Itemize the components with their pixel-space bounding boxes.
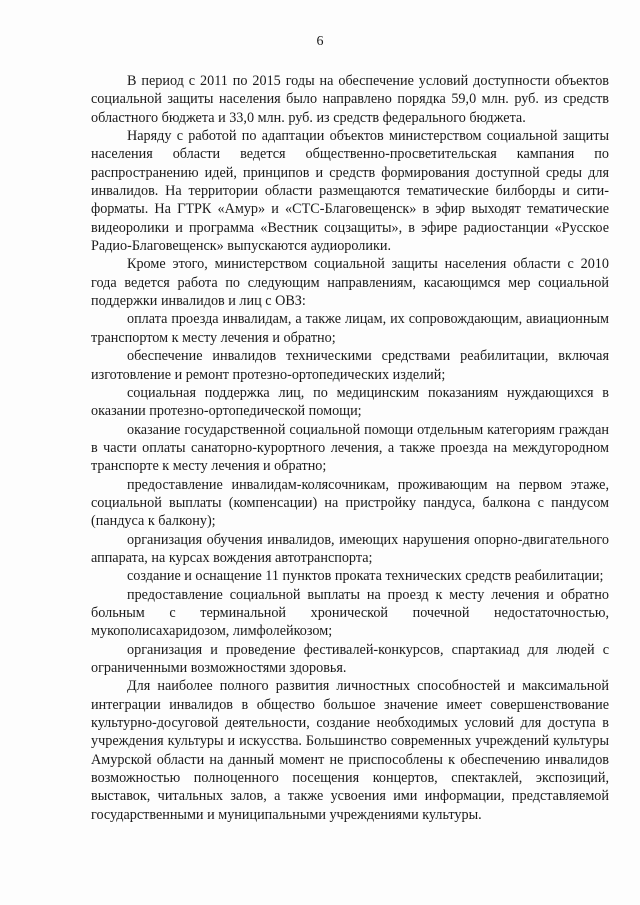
list-item-air-travel: оплата проезда инвалидам, а также лицам, их сопровождающим, авиационным транспортом к месту лечения и обратно; bbox=[91, 311, 609, 346]
paragraph-funding: В период с 2011 по 2015 годы на обеспечение условий доступности объектов социальной защиты населения было направлено порядка 59,0 млн. руб. из средств областного бюджета и 33,0 млн. руб. из средств федерального бюджета. bbox=[91, 73, 609, 126]
document-body bbox=[91, 72, 609, 824]
list-item-sanatorium: оказание государственной социальной помощи отдельным категориям граждан в части оплаты санаторно-курортного лечения, а также проезда на междугородном транспорте к месту лечения и обратно; bbox=[91, 421, 609, 475]
page-number: 6 bbox=[316, 34, 324, 49]
list-item-driving-courses: организация обучения инвалидов, имеющих нарушения опорно-двигательного аппарата, на курсах вождения автотранспорта; bbox=[91, 531, 609, 566]
paragraph-awareness-campaign: Наряду с работой по адаптации объектов министерством социальной защиты населения области ведется общественно-просветительская кампания по распространению идей, принципов и средств формирования доступной среды для инвалидов. На территории области размещаются тематические билборды и сити-форматы. На ГТРК «Амур» и «СТС-Благовещенск» в эфир выходят тематические видеоролики и программа «Вестник соцзащиты», в эфире радиостанции «Русское Радио-Благовещенск» выпускаются аудиоролики. bbox=[91, 128, 609, 255]
list-item-rehab-equipment: обеспечение инвалидов техническими средствами реабилитации, включая изготовление и ремонт протезно-ортопедических изделий; bbox=[91, 348, 609, 383]
list-item-festivals: организация и проведение фестивалей-конкурсов, спартакиад для людей с ограниченными возможностями здоровья. bbox=[91, 641, 609, 676]
paragraph-directions-intro: Кроме этого, министерством социальной защиты населения области с 2010 года ведется работа по следующим направлениям, касающимся мер социальной поддержки инвалидов и лиц с ОВЗ: bbox=[91, 256, 609, 310]
list-item-treatment-travel: предоставление социальной выплаты на проезд к месту лечения и обратно больным с терминальной хронической почечной недостаточностью, мукополисахаридозом, лимфолейкозом; bbox=[91, 586, 609, 640]
list-item-rental-points: создание и оснащение 11 пунктов проката технических средств реабилитации; bbox=[127, 568, 604, 585]
paragraph-culture-access: Для наиболее полного развития личностных способностей и максимальной интеграции инвалидов в общество большое значение имеет совершенствование культурно-досуговой деятельности, создание необходимых условий для доступа в учреждения культуры и искусства. Большинство современных учреждений культуры Амурской области на данный момент не приспособлены к обеспечению инвалидов возможностью полноценного посещения концертов, спектаклей, экспозиций, выставок, читальных залов, а также усвоения ими информации, представляемой государственными и муниципальными учреждениями культуры. bbox=[91, 678, 609, 823]
list-item-prosthetic-support: социальная поддержка лиц, по медицинским показаниям нуждающихся в оказании протезно-ортопедической помощи; bbox=[91, 384, 609, 420]
list-item-ramp-payment: предоставление инвалидам-колясочникам, проживающим на первом этаже, социальной выплаты (компенсации) на пристройку пандуса, балкона с пандусом (пандуса к балкону); bbox=[91, 476, 609, 530]
